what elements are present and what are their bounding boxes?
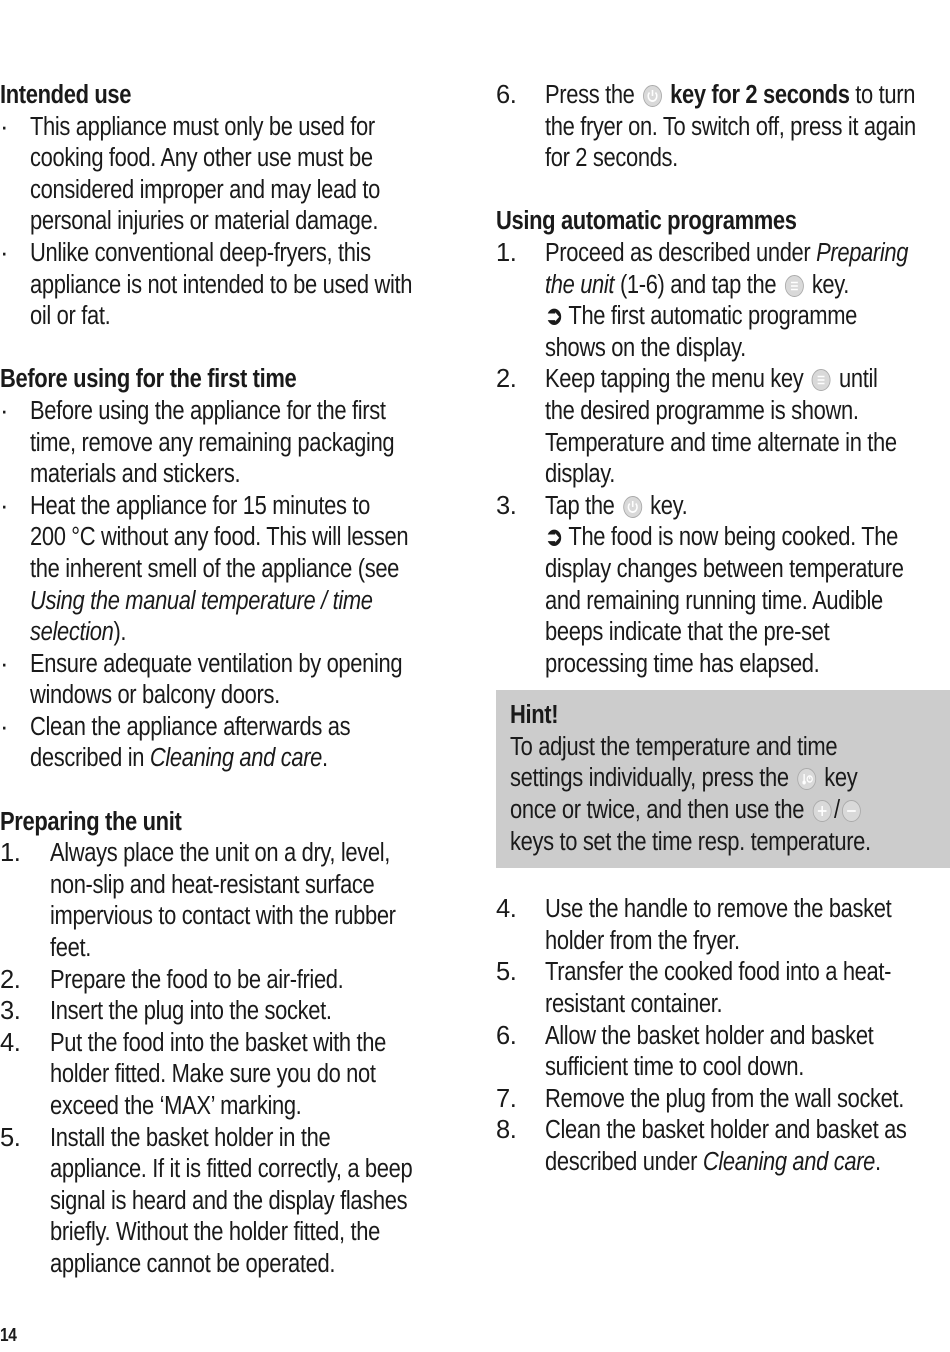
text-fragment: key. [650,491,688,520]
text-line: briefly. Without the holder fitted, the [50,1218,380,1247]
text-line: Heat the appliance for 15 minutes to [30,491,370,520]
cross-reference: the unit [545,270,615,299]
text-line: considered improper and may lead to [30,175,381,204]
text-line: display changes between temperature [545,554,904,583]
power-icon [643,85,662,107]
text-line: and remaining running time. Audible [545,586,883,615]
cross-reference: Using the manual temperature / time [30,586,373,615]
cross-reference: Preparing [816,238,909,267]
text-line: non-slip and heat-resistant surface [50,870,375,899]
text-line: the desired programme is shown. [545,396,859,425]
heading-automatic-programmes: Using automatic programmes [496,207,797,236]
menu-icon [812,369,831,391]
text-line [545,491,904,523]
text-line: Unlike conventional deep-fryers, this [30,238,371,267]
bullet-marker: · [0,238,9,267]
text-line [30,743,408,775]
text-line [545,364,897,396]
step-number: 5. [496,958,517,987]
text-line: 200 °C without any food. This will lessen [30,523,409,552]
text-line: Temperature and time alternate in the [545,428,897,457]
text-line: Allow the basket holder and basket [545,1021,874,1050]
text-line: Clean the appliance afterwards as [30,712,351,741]
step-number: 3. [0,997,21,1026]
step-number: 4. [496,895,517,924]
text-line [510,763,876,795]
cross-reference: selection [30,618,114,647]
text-line: Install the basket holder in the [50,1123,331,1152]
list-item [496,1115,950,1178]
text-fragment: to turn [855,81,916,109]
hint-title: Hint! [510,701,559,730]
text-line: the fryer on. To switch off, press it again [545,112,916,141]
text-fragment: Proceed as described under [545,238,817,267]
power-icon [623,496,642,518]
text-line [545,80,916,112]
list-item [0,238,470,333]
text-line: sufficient time to cool down. [545,1053,805,1082]
text-line: To adjust the temperature and time [510,732,838,761]
text-fragment: key [824,764,858,793]
list-item [496,1084,950,1116]
text-line: appliance cannot be operated. [50,1249,336,1278]
text-fragment: until [838,365,878,394]
list-item [496,80,950,175]
text-line: signal is heard and the display flashes [50,1186,408,1215]
step-number: 2. [0,965,21,994]
text-fragment: (1-6) and tap the [614,270,777,299]
text-line [545,1147,907,1179]
text-line: appliance is not intended to be used with [30,270,413,299]
heading-preparing-the-unit: Preparing the unit [0,807,182,836]
list-item [0,396,470,491]
text-fragment: key. [811,270,850,299]
text-line [545,270,908,302]
list-item [496,894,950,957]
heading-before-first-use: Before using for the first time [0,365,297,394]
text-line: Insert the plug into the socket. [50,997,332,1026]
text-fragment: described in [30,744,150,773]
text-line: Remove the plug from the wall socket. [545,1084,905,1113]
text-line: windows or balcony doors. [30,681,280,710]
text-fragment: ). [113,618,127,647]
text-line: holder from the fryer. [545,926,740,955]
list-item [0,491,470,649]
page-number: 14 [0,1325,17,1345]
text-line [545,238,908,270]
minus-icon [842,800,861,822]
list-item [496,1021,950,1084]
text-fragment: . [875,1148,881,1176]
step-number: 8. [496,1116,517,1145]
hint-box [496,690,950,868]
step-number: 6. [496,1021,517,1050]
text-line: This appliance must only be used for [30,112,375,141]
text-line [545,522,904,554]
text-line: Transfer the cooked food into a heat- [545,958,892,987]
text-line: feet. [50,934,91,963]
text-line: Before using the appliance for the first [30,396,386,425]
text-line: time, remove any remaining packaging [30,428,395,457]
list-item [496,957,950,1020]
right-column [496,80,950,1179]
text-fragment: Keep tapping the menu key [545,365,804,394]
text-fragment: The food is now being cooked. The [568,523,899,552]
list-item [0,965,470,997]
cross-reference: Cleaning and care [149,744,323,773]
text-line: Ensure adequate ventilation by opening [30,649,403,678]
step-number: 1. [0,839,21,868]
bullet-marker: · [0,491,9,520]
bullet-marker: · [0,396,9,425]
menu-icon [785,275,804,297]
text-line: materials and stickers. [30,460,241,489]
text-fragment: once or twice, and then use the [510,796,805,825]
text-line: appliance. If it is fitted correctly, a beep [50,1155,413,1184]
text-line [30,617,408,649]
text-line: impervious to contact with the rubber [50,902,396,931]
text-line: Use the handle to remove the basket [545,895,892,924]
text-line: shows on the display. [545,333,746,362]
text-emphasis: key for 2 seconds [670,81,850,109]
text-line: Clean the basket holder and basket as [545,1116,907,1145]
step-number: 4. [0,1028,21,1057]
step-number: 6. [496,81,517,109]
text-line: resistant container. [545,990,723,1019]
list-item [496,364,950,490]
text-fragment: The first automatic programme [568,302,858,331]
text-line: cooking food. Any other use must be [30,144,373,173]
text-line: the inherent smell of the appliance (see [30,554,400,583]
list-item [0,1123,470,1281]
list-item [496,238,950,364]
list-item [0,649,470,712]
list-item [0,996,470,1028]
list-item [496,491,950,681]
text-line [545,301,908,333]
left-column [0,80,470,1281]
list-item [0,712,470,775]
text-line: Prepare the food to be air-fried. [50,965,344,994]
text-line: exceed the ‘MAX’ marking. [50,1092,302,1120]
text-line: for 2 seconds. [545,144,678,173]
cross-reference: Cleaning and care [702,1148,876,1176]
list-item [0,838,470,964]
temp-time-icon [797,768,816,790]
step-number: 2. [496,365,517,394]
plus-icon [812,800,831,822]
text-line: Always place the unit on a dry, level, [50,839,391,868]
text-line: processing time has elapsed. [545,649,820,678]
text-fragment: settings individually, press the [510,764,789,793]
bullet-marker: · [0,712,9,741]
list-item [0,112,470,238]
bullet-marker: · [0,112,9,141]
text-line: oil or fat. [30,302,111,331]
text-fragment: described under [545,1148,703,1176]
text-line: keys to set the time resp. temperature. [510,827,871,856]
text-fragment: / [833,796,840,825]
heading-intended-use: Intended use [0,81,132,109]
arrow-icon: ➲ [545,302,564,331]
text-line: personal injuries or material damage. [30,207,379,236]
step-number: 3. [496,491,517,520]
text-fragment: Press the [545,81,635,109]
text-line: display. [545,460,615,489]
list-item [0,1028,470,1123]
step-number: 1. [496,238,517,267]
step-number: 7. [496,1084,517,1113]
text-fragment: Tap the [545,491,615,520]
bullet-marker: · [0,649,9,678]
text-line: Put the food into the basket with the [50,1028,386,1057]
arrow-icon: ➲ [545,523,564,552]
step-number: 5. [0,1123,21,1152]
text-fragment: . [322,744,328,773]
text-line: beeps indicate that the pre-set [545,618,830,647]
text-line: holder fitted. Make sure you do not [50,1060,376,1089]
text-line [510,795,876,827]
